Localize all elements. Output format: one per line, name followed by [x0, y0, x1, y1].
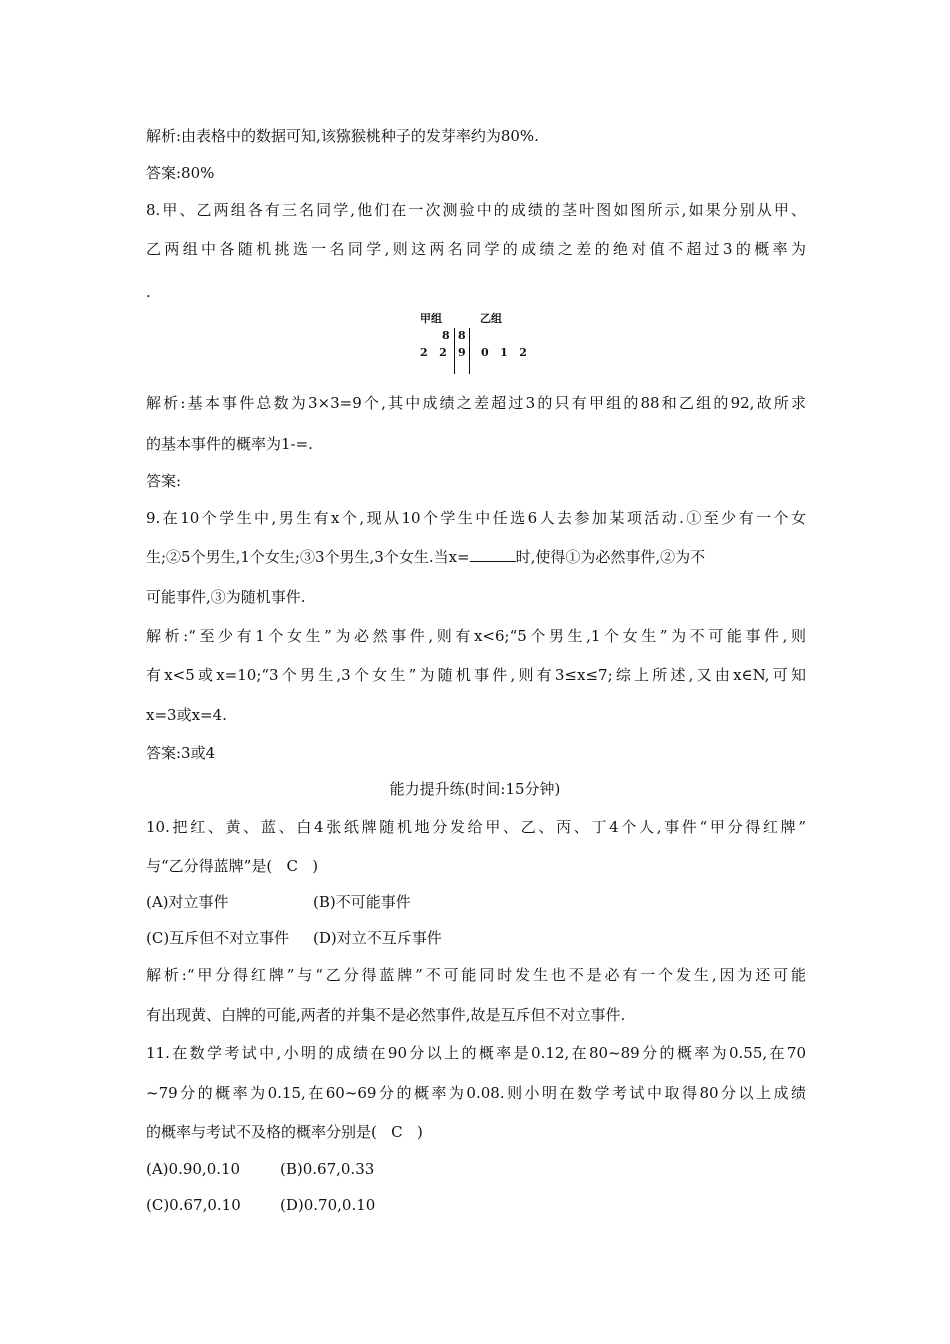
- stem-leaf-right-leaves-row2: 0 1 2: [481, 346, 527, 359]
- q10-option-c: (C)互斥但不对立事件: [146, 929, 290, 947]
- q9-stem-line1: 9.在10个学生中,男生有x个,现从10个学生中任选6人去参加某项活动.①至少有一个女: [146, 509, 806, 527]
- q9-stem-line2-part2: 时,使得①为必然事件,②为不: [515, 548, 706, 566]
- stem-leaf-divider-left: [454, 328, 455, 374]
- q11-option-c: (C)0.67,0.10: [146, 1196, 241, 1214]
- stem-leaf-left-title: 甲组: [420, 312, 442, 325]
- q10-option-a: (A)对立事件: [146, 893, 229, 911]
- q11-stem-line3: 的概率与考试不及格的概率分别是( C ): [146, 1123, 423, 1141]
- q9-answer: 答案:3或4: [146, 744, 216, 762]
- q8-analysis-line1: 解析:基本事件总数为3×3=9个,其中成绩之差超过3的只有甲组的88和乙组的92,故所求: [146, 394, 806, 412]
- q9-analysis-line3: x=3或x=4.: [146, 706, 227, 724]
- q11-option-d: (D)0.70,0.10: [280, 1196, 376, 1214]
- stem-leaf-left-leaves-row2: 2 2: [420, 346, 447, 359]
- q9-stem-line2: [146, 547, 705, 567]
- q10-analysis-line2: 有出现黄、白牌的可能,两者的并集不是必然事件,故是互斥但不对立事件.: [146, 1006, 626, 1024]
- q11-option-a: (A)0.90,0.10: [146, 1160, 241, 1178]
- q10-analysis-line1: 解析:“甲分得红牌”与“乙分得蓝牌”不可能同时发生也不是必有一个发生,因为还可能: [146, 966, 806, 984]
- q9-analysis-line1: 解析:“至少有1个女生”为必然事件,则有x<6;“5个男生,1个女生”为不可能事件,则: [146, 627, 806, 645]
- q8-stem-line1: 8.甲、乙两组各有三名同学,他们在一次测验中的成绩的茎叶图如图所示,如果分别从甲、: [146, 201, 806, 219]
- q9-stem-line3: 可能事件,③为随机事件.: [146, 588, 306, 606]
- q11-stem-line1: 11.在数学考试中,小明的成绩在90分以上的概率是0.12,在80~89分的概率为0.55,在70: [146, 1044, 806, 1062]
- stem-leaf-stem-row2: 9: [458, 346, 466, 359]
- q8-analysis-line2: 的基本事件的概率为1-=.: [146, 435, 313, 453]
- q9-analysis-line2: 有x<5或x=10;“3个男生,3个女生”为随机事件,则有3≤x≤7;综上所述,又由x∈N,可知: [146, 666, 806, 684]
- stem-leaf-stem-row1: 8: [458, 329, 466, 342]
- section-title: 能力提升练(时间:15分钟): [389, 780, 561, 798]
- q9-answer-blank: [470, 547, 516, 562]
- q7-analysis: 解析:由表格中的数据可知,该猕猴桃种子的发芽率约为80%.: [146, 127, 539, 145]
- q10-stem-line2: 与“乙分得蓝牌”是( C ): [146, 857, 319, 875]
- q11-stem-line2: ~79分的概率为0.15,在60~69分的概率为0.08.则小明在数学考试中取得80分以上成绩: [146, 1084, 806, 1102]
- q10-option-b: (B)不可能事件: [313, 893, 411, 911]
- q10-option-d: (D)对立不互斥事件: [313, 929, 442, 947]
- q11-option-b: (B)0.67,0.33: [280, 1160, 375, 1178]
- stem-leaf-plot: [418, 312, 538, 374]
- stem-leaf-divider-right: [469, 328, 470, 374]
- q8-answer: 答案:: [146, 472, 182, 490]
- q10-stem-line1: 10.把红、黄、蓝、白4张纸牌随机地分发给甲、乙、丙、丁4个人,事件“甲分得红牌”: [146, 818, 806, 836]
- q8-stem-line3: .: [146, 283, 151, 301]
- stem-leaf-right-title: 乙组: [480, 312, 502, 325]
- stem-leaf-left-leaves-row1: 8: [442, 329, 450, 342]
- q7-answer: 答案:80%: [146, 164, 215, 182]
- q9-stem-line2-part1: 生;②5个男生,1个女生;③3个男生,3个女生.当x=: [146, 548, 470, 566]
- q8-stem-line2: 乙两组中各随机挑选一名同学,则这两名同学的成绩之差的绝对值不超过3的概率为: [146, 240, 806, 258]
